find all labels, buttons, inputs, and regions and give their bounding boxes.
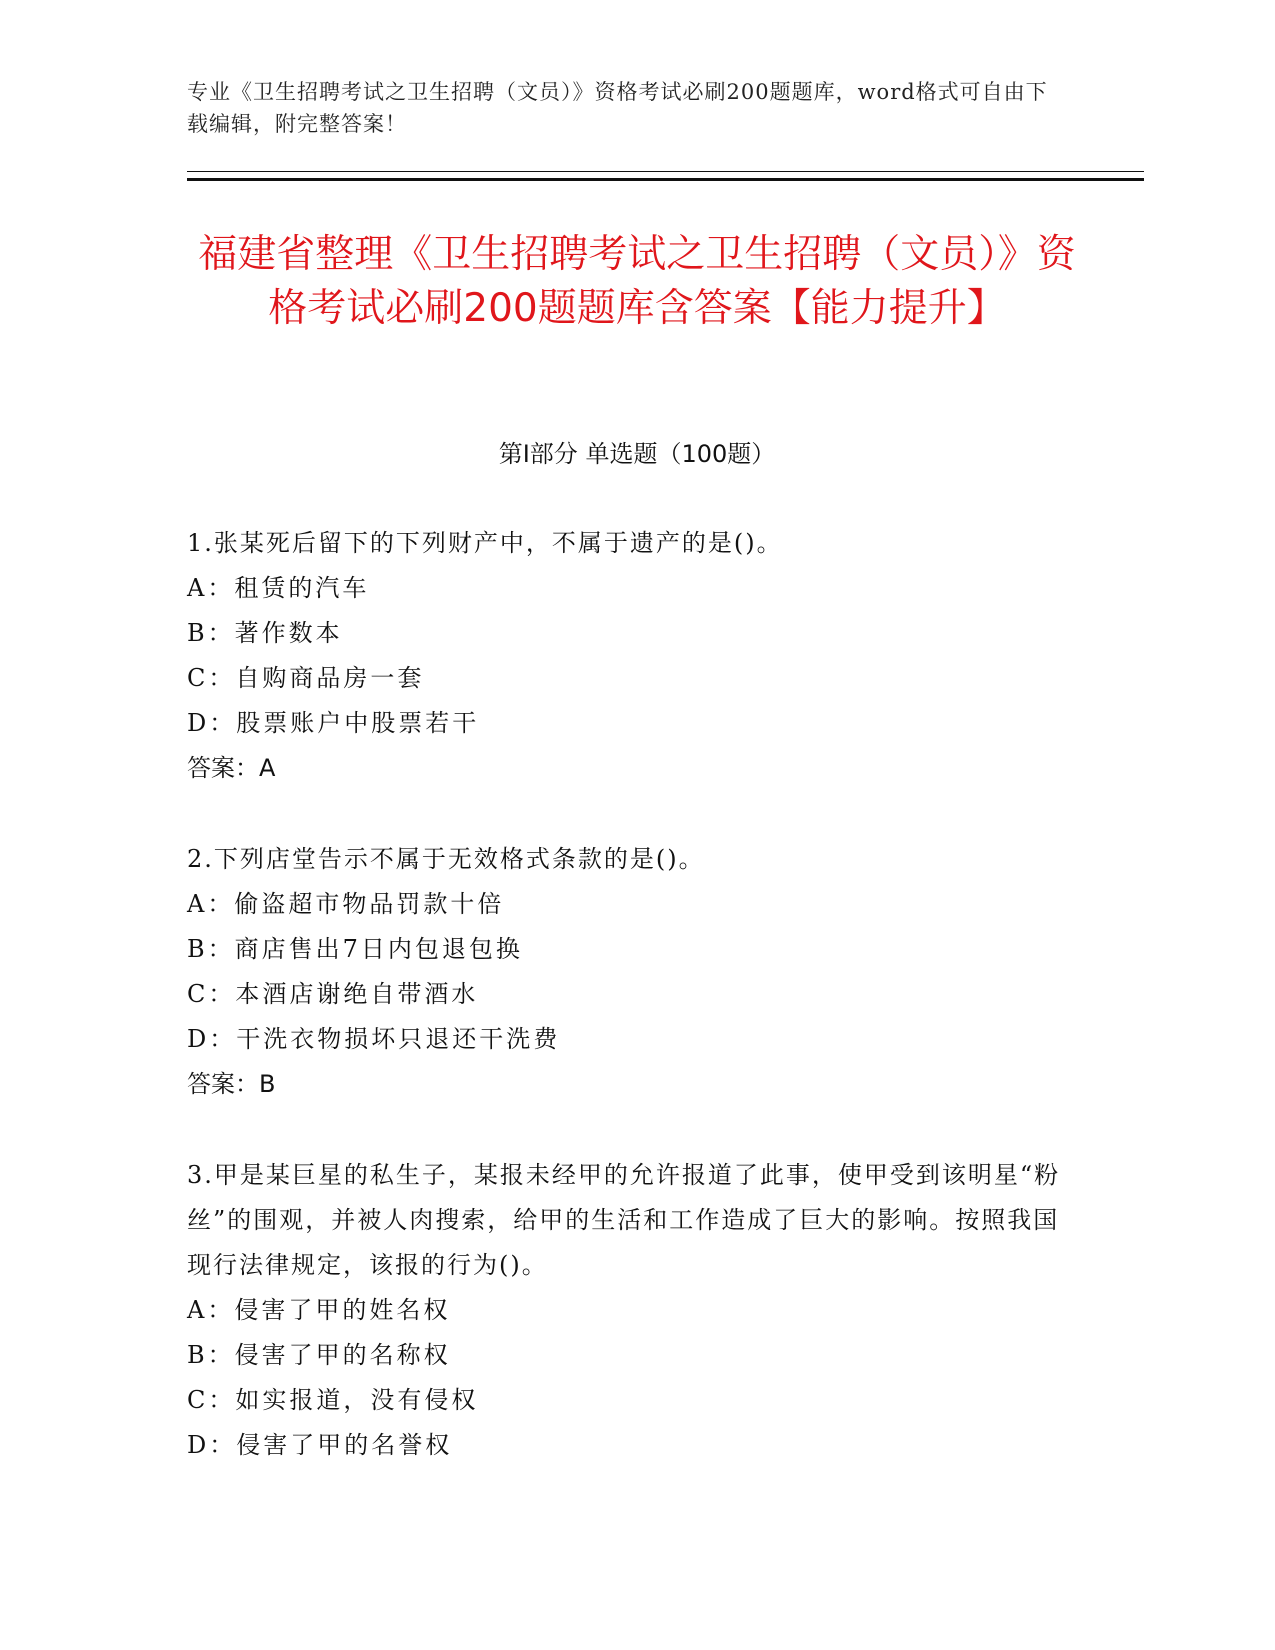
option-c: C：本酒店谢绝自带酒水 [187, 980, 479, 1008]
question-stem: 2.下列店堂告示不属于无效格式条款的是()。 [187, 845, 705, 873]
header-note: 专业《卫生招聘考试之卫生招聘（文员）》资格考试必刷200题题库，word格式可自由下载编辑，附完整答案！ [187, 80, 1048, 136]
header-divider-thick [187, 178, 1144, 181]
section-title: 第I部分 单选题（100题） [498, 440, 776, 468]
document-title: 福建省整理《卫生招聘考试之卫生招聘（文员）》资格考试必刷200题题库含答案【能力提升】 [198, 232, 1076, 331]
question-3 [187, 1153, 1067, 1468]
option-b: B：商店售出7日内包退包换 [187, 935, 523, 963]
answer-line: 答案：B [187, 1070, 276, 1098]
option-c: C：如实报道，没有侵权 [187, 1386, 479, 1414]
option-c: C：自购商品房一套 [187, 664, 425, 692]
option-d: D：侵害了甲的名誉权 [187, 1431, 453, 1459]
option-d: D：股票账户中股票若干 [187, 709, 480, 737]
question-1 [187, 521, 1067, 791]
option-a: A：侵害了甲的姓名权 [187, 1296, 451, 1324]
option-b: B：侵害了甲的名称权 [187, 1341, 451, 1369]
question-stem: 3.甲是某巨星的私生子，某报未经甲的允许报道了此事，使甲受到该明星“粉丝”的围观，并被人肉搜索，给甲的生活和工作造成了巨大的影响。按照我国现行法律规定，该报的行为()。 [187, 1161, 1061, 1279]
answer-line: 答案：A [187, 754, 276, 782]
header-divider-thin [187, 171, 1144, 172]
question-stem: 1.张某死后留下的下列财产中，不属于遗产的是()。 [187, 529, 783, 557]
option-a: A：偷盗超市物品罚款十倍 [187, 890, 505, 918]
option-d: D：干洗衣物损坏只退还干洗费 [187, 1025, 561, 1053]
option-a: A：租赁的汽车 [187, 574, 370, 602]
option-b: B：著作数本 [187, 619, 343, 647]
question-2 [187, 837, 1067, 1107]
question-list [187, 521, 1067, 1514]
